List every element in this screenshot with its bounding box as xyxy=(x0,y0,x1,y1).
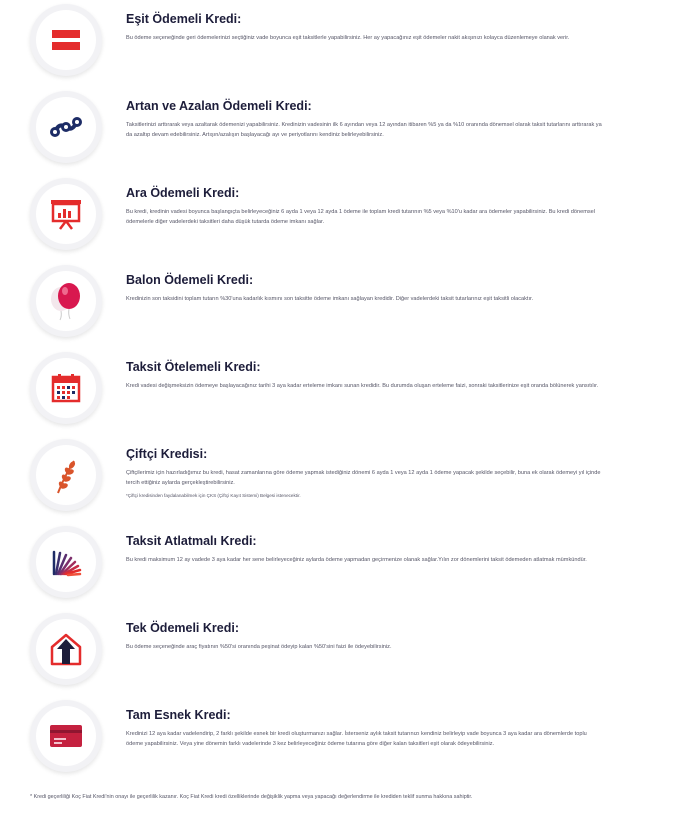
equal-bars-icon xyxy=(51,27,81,53)
credit-type-single-payment xyxy=(0,613,692,699)
credit-type-increasing-decreasing xyxy=(0,91,692,177)
credit-type-farmer xyxy=(0,439,692,525)
credit-type-fully-flexible xyxy=(0,700,692,786)
item-footnote: *Çiftçi kredisinden faydalanabilmek için ÇKS (Çiftçi Kayıt Sistemi) Belgesi istenecektir. xyxy=(126,493,301,498)
item-description: Kredinizin son taksidini toplam tutarın %30'una kadarlık kısmını son taksitte ödeme imkanı sağlayan kredidir. Diğer vadelerdeki taksit tutarlarınız eşit taksitli olacaktır. xyxy=(126,296,534,302)
wheat-icon-badge xyxy=(30,439,102,511)
item-description: Çiftçilerimiz için hazırladığımız bu kredi, hasat zamanlarına göre ödeme yapmak istediğiniz dönemi 6 ayda 1 veya 12 ayda 1 ödeme yapacak şekilde seçebilir, buna ek olarak ödemeyi yıl içinde tercih ettiğiniz aylarda gerçekleştirebilirsiniz. xyxy=(126,470,601,486)
item-description: Bu kredi maksimum 12 ay vadede 3 aya kadar her sene belirleyeceğiniz aylarda ödeme yapmadan geçirmenize olanak sağlar.Yılın zor dönemlerini taksit ödemeden atlatmak mümkündür. xyxy=(126,557,587,563)
item-title: Ara Ödemeli Kredi: xyxy=(126,186,240,200)
item-title: Taksit Atlatmalı Kredi: xyxy=(126,534,257,548)
connected-nodes-icon-badge xyxy=(30,91,102,163)
calendar-icon xyxy=(50,372,82,404)
item-description: Bu kredi, kredinin vadesi boyunca başlangıçta belirleyeceğiniz 6 ayda 1 veya 12 ayda 1 ödeme ile toplam kredi tutarının %5 veya %10'u kadar ara ödemeler yapabilirsiniz. Bu kredi dönemsel ödemelerle diğer vadelerdeki taksitleri daha düşük tutarda ödeme imkanı sağlar. xyxy=(126,209,596,225)
disclaimer-footer: * Kredi geçerliliği Koç Fiat Kredi'nin onayı ile geçerlilik kazanır. Koç Fiat Kredi kredi özelliklerinde değişiklik yapma veya yapacağı değerlendirme ile krediden teklif sunma hakkına sahiptir. xyxy=(30,794,473,800)
item-title: Taksit Ötelemeli Kredi: xyxy=(126,360,261,374)
equal-bars-icon-badge xyxy=(30,4,102,76)
credit-type-deferred-installment xyxy=(0,352,692,438)
item-title: Balon Ödemeli Kredi: xyxy=(126,273,254,287)
house-arrow-up-icon xyxy=(49,631,83,667)
connected-nodes-icon xyxy=(48,114,84,140)
presentation-board-icon-badge xyxy=(30,178,102,250)
item-title: Eşit Ödemeli Kredi: xyxy=(126,12,242,26)
fan-stripes-icon xyxy=(48,544,84,580)
item-title: Çiftçi Kredisi: xyxy=(126,447,208,461)
item-description: Bu ödeme seçeneğinde geri ödemelerinizi seçtiğiniz vade boyunca eşit taksitlerle yapabilirsiniz. Her ay yapacağınız eşit ödemeler nakit akışınızı kolayca düzenlemeye olanak verir. xyxy=(126,35,570,41)
item-title: Tek Ödemeli Kredi: xyxy=(126,621,239,635)
credit-card-icon xyxy=(49,723,83,749)
credit-type-equal-payment xyxy=(0,4,692,90)
item-description: Kredinizi 12 aya kadar vadelendirip, 2 farklı şekilde esnek bir kredi oluşturmanızı sağlar. İsterseniz aylık taksit tutarınızı kendiniz belirleyip vade boyunca 3 aya kadar ara dönemlerde toplu ödeme yapabilirsiniz. Veya yine dönemin farklı vadelerinde 3 kez belirleyeceğiniz ödeme tutarına göre diğer kalan taksitleri eşit olarak ödeyebilirsiniz. xyxy=(126,731,587,747)
credit-type-balloon-payment xyxy=(0,265,692,351)
presentation-board-icon xyxy=(49,198,83,230)
item-title: Tam Esnek Kredi: xyxy=(126,708,231,722)
item-description: Taksitlerinizi arttırarak veya azaltarak ödemenizi yapabilirsiniz. Kredinizin vadesinin ilk 6 ayından veya 12 ayından itibaren %5 ya da %10 oranında dönemsel olarak taksit tutarlarını arttırarak ya da azaltıp devam edebilirsiniz. Artışın/azalışın başlayacağı ayı ve periyotlarını kendiniz belirleyebilirsiniz. xyxy=(126,122,602,138)
credit-type-intermediate-payment xyxy=(0,178,692,264)
house-arrow-up-icon-badge xyxy=(30,613,102,685)
item-description: Bu ödeme seçeneğinde araç fiyatının %50'si oranında peşinat ödeyip kalan %50'sini faizi ile ödeyebilirsiniz. xyxy=(126,644,392,650)
item-title: Artan ve Azalan Ödemeli Kredi: xyxy=(126,99,312,113)
balloons-icon xyxy=(47,281,85,321)
fan-stripes-icon-badge xyxy=(30,526,102,598)
wheat-icon xyxy=(50,455,82,495)
calendar-icon-badge xyxy=(30,352,102,424)
balloons-icon-badge xyxy=(30,265,102,337)
item-description: Kredi vadesi değişmeksizin ödemeye başlayacağınız tarihi 3 aya kadar erteleme imkanı sunan kredidir. Bu durumda oluşan erteleme faizi, sonraki taksitlerinize eşit oranda bölünerek yansıtılır. xyxy=(126,383,599,389)
credit-type-skip-installment xyxy=(0,526,692,612)
credit-card-icon-badge xyxy=(30,700,102,772)
